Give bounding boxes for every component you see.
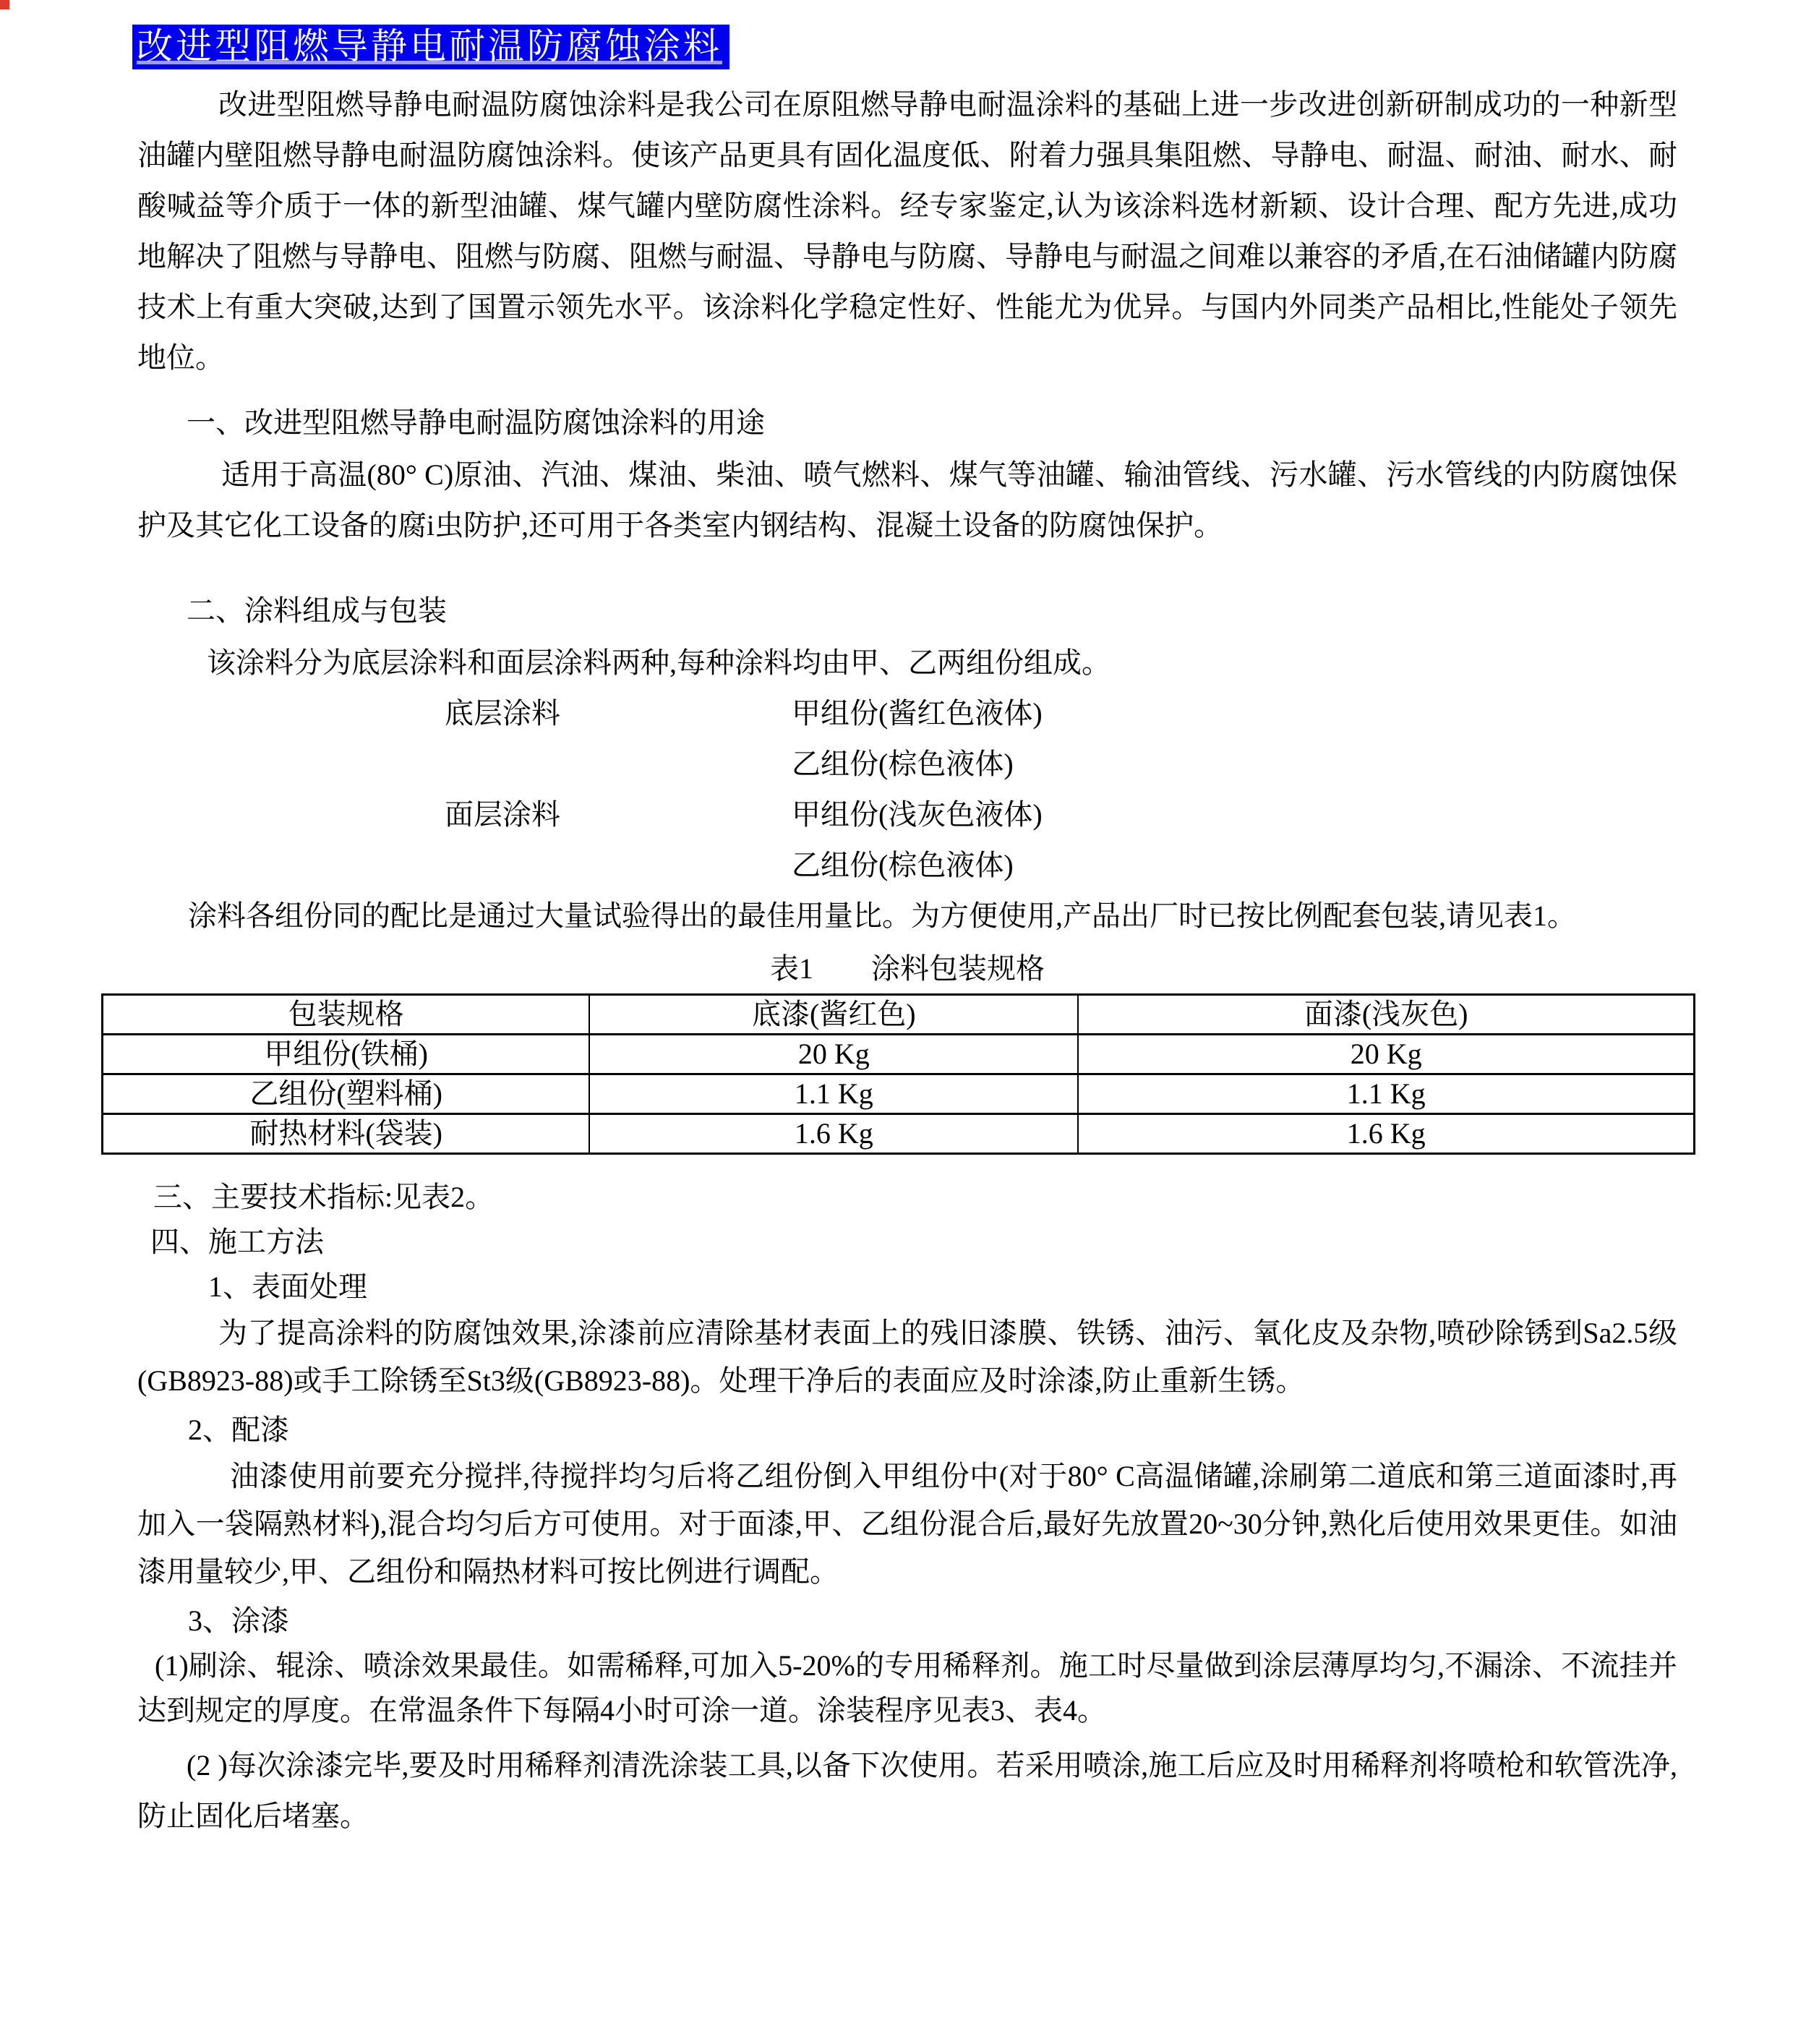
composition-component: 甲组份(酱红色液体): [792, 697, 1043, 730]
table-cell: 耐热材料(袋装): [103, 1114, 590, 1154]
composition-list: [137, 688, 1677, 891]
table-cell: 甲组份(铁桶): [103, 1035, 590, 1074]
table-header-cell: 底漆(酱红色): [589, 995, 1078, 1035]
table-cell: 20 Kg: [589, 1035, 1078, 1074]
section-1-paragraph: 适用于高温(80° C)原油、汽油、煤油、柴油、喷气燃料、煤气等油罐、输油管线、污水罐、污水管线的内防腐蚀保护及其它化工设备的腐i虫防护,还可用于各类室内钢结构、混凝土设备的防腐蚀保护。: [137, 458, 1677, 542]
table-header-cell: 包装规格: [103, 995, 590, 1035]
table-cell: 1.1 Kg: [1078, 1074, 1694, 1114]
section-3-heading: 三、主要技术指标:见表2。: [153, 1181, 495, 1213]
composition-layer-label: 面层涂料: [445, 798, 560, 831]
composition-row: [137, 790, 1677, 840]
page-title: 改进型阻燃导静电耐温防腐蚀涂料: [132, 25, 729, 69]
section-2-paragraph-1: 该涂料分为底层涂料和面层涂料两种,每种涂料均由甲、乙两组份组成。: [207, 646, 1111, 679]
section-1-heading: 一、改进型阻燃导静电耐温防腐蚀涂料的用途: [187, 406, 765, 439]
table-row: [103, 1074, 1695, 1114]
section-4-sub-2-paragraph: 油漆使用前要充分搅拌,待搅拌均匀后将乙组份倒入甲组份中(对于80° C高温储罐,涂刷第二道底和第三道面漆时,再加入一袋隔熟材料),混合均匀后方可使用。对于面漆,甲、乙组份混合后,最好先放置20~30分钟,熟化后使用效果更佳。如油漆用量较少,甲、乙组份和隔热材料可按比例进行调配。: [137, 1460, 1677, 1588]
table-cell: 1.6 Kg: [589, 1114, 1078, 1154]
section-4-sub-3-paragraph-1: (1)刷涂、辊涂、喷涂效果最佳。如需稀释,可加入5-20%的专用稀释剂。施工时尽量做到涂层薄厚均匀,不漏涂、不流挂并达到规定的厚度。在常温条件下每隔4小时可涂一道。涂装程序见表3、表4。: [137, 1649, 1677, 1727]
composition-component: 乙组份(棕色液体): [792, 748, 1014, 780]
table-cell: 乙组份(塑料桶): [103, 1074, 590, 1114]
table-cell: 1.1 Kg: [589, 1074, 1078, 1114]
table-header-cell: 面漆(浅灰色): [1078, 995, 1694, 1035]
section-2-paragraph-2: 涂料各组份同的配比是通过大量试验得出的最佳用量比。为方便使用,产品出厂时已按比例配套包装,请见表1。: [188, 899, 1576, 932]
composition-layer-label: 底层涂料: [445, 697, 560, 730]
composition-component: 乙组份(棕色液体): [792, 849, 1014, 881]
table-cell: 1.6 Kg: [1078, 1114, 1694, 1154]
section-4-sub-2-heading: 2、配漆: [188, 1414, 289, 1446]
table-row: [103, 1114, 1695, 1154]
section-4-sub-3-paragraph-2: (2 )每次涂漆完毕,要及时用稀释剂清洗涂装工具,以备下次使用。若采用喷涂,施工后应及时用稀释剂将喷枪和软管洗净,防止固化后堵塞。: [137, 1749, 1677, 1832]
table-row: [103, 1035, 1695, 1074]
intro-paragraph: 改进型阻燃导静电耐温防腐蚀涂料是我公司在原阻燃导静电耐温涂料的基础上进一步改进创新研制成功的一种新型油罐内壁阻燃导静电耐温防腐蚀涂料。使该产品更具有固化温度低、附着力强具集阻燃、导静电、耐温、耐油、耐水、耐酸喊益等介质于一体的新型油罐、煤气罐内壁防腐性涂料。经专家鉴定,认为该涂料选材新颖、设计合理、配方先进,成功地解决了阻燃与导静电、阻燃与防腐、阻燃与耐温、导静电与防腐、导静电与耐温之间难以兼容的矛盾,在石油储罐内防腐技术上有重大突破,达到了国置示领先水平。该涂料化学稳定性好、性能尤为优异。与国内外同类产品相比,性能处子领先地位。: [137, 88, 1677, 374]
section-4-sub-1-paragraph: 为了提高涂料的防腐蚀效果,涂漆前应清除基材表面上的残旧漆膜、铁锈、油污、氧化皮及杂物,喷砂除锈到Sa2.5级(GB8923-88)或手工除锈至St3级(GB8923-88)。处理干净后的表面应及时涂漆,防止重新生锈。: [137, 1317, 1677, 1397]
composition-component: 甲组份(浅灰色液体): [792, 798, 1043, 831]
composition-row: [137, 739, 1677, 790]
section-2-heading: 二、涂料组成与包装: [187, 594, 447, 627]
table-cell: 20 Kg: [1078, 1035, 1694, 1074]
table1-caption: 表1 涂料包装规格: [770, 952, 1045, 985]
page-title-line: [137, 25, 1677, 68]
packaging-table: [101, 993, 1695, 1155]
section-4-sub-3-heading: 3、涂漆: [188, 1604, 289, 1637]
packaging-table-header-row: [103, 995, 1695, 1035]
composition-row: [137, 840, 1677, 891]
composition-row: [137, 688, 1677, 739]
section-4-sub-1-heading: 1、表面处理: [208, 1270, 367, 1303]
section-4-heading: 四、施工方法: [150, 1226, 324, 1258]
